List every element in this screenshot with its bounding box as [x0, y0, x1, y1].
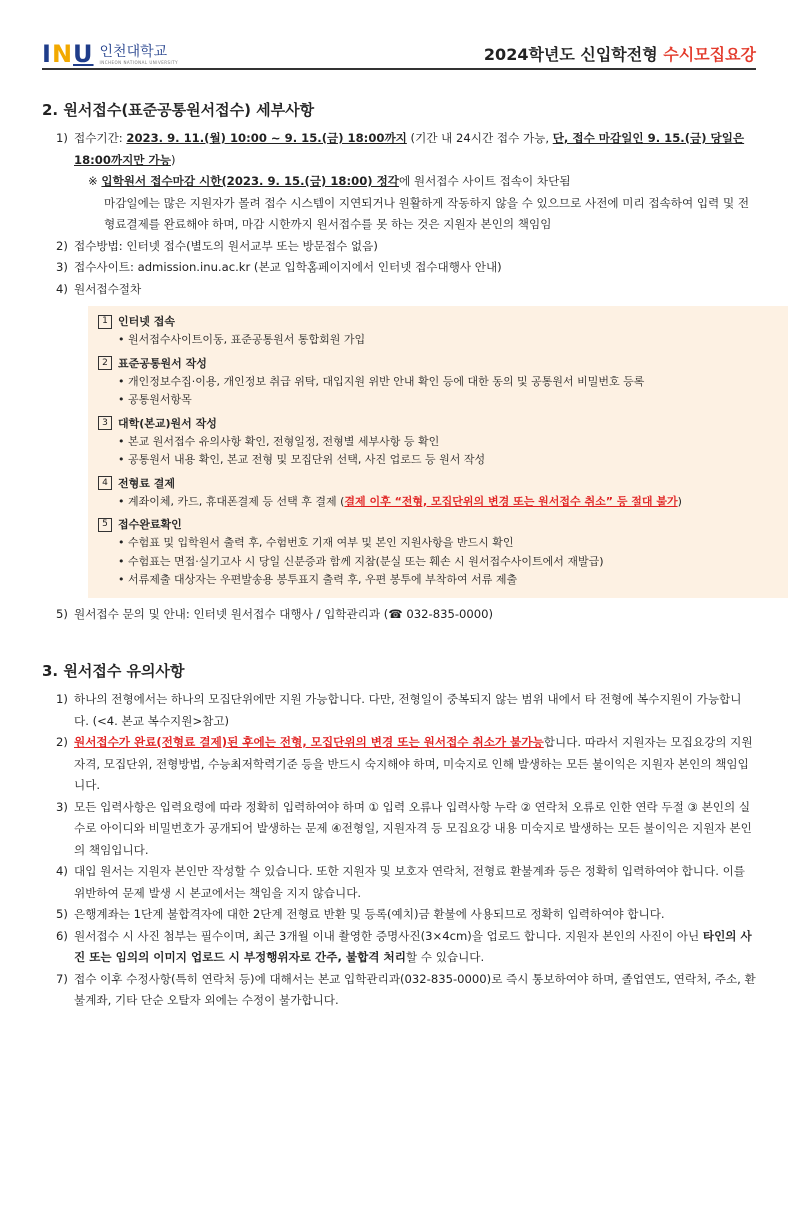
- application-period: 2023. 9. 11.(월) 10:00 ~ 9. 15.(금) 18:00까지: [126, 131, 407, 145]
- cancellation-warning: 원서접수가 완료(전형료 결제)된 후에는 전형, 모집단위의 변경 또는 원서접수 취소가 불가능: [74, 735, 544, 749]
- logo-letter-i: I: [42, 40, 52, 68]
- procedure-step-4: 4 전형료 결제 • 계좌이체, 카드, 휴대폰결제 등 선택 후 결제 (결제 이후 “전형, 모집단위의 변경 또는 원서접수 취소” 등 절대 불가): [98, 474, 778, 512]
- section-3-item-2: 2) 원서접수가 완료(전형료 결제)된 후에는 전형, 모집단위의 변경 또는 원서접수 취소가 불가능합니다. 따라서 지원자는 모집요강의 지원자격, 모집단위, 전형방법, 수능최저학력기준 등을 반드시 숙지해야 하며, 미숙지로 인해 발생하는 모든 불이익은 지원자 본인의 책임입니다.: [56, 735, 753, 792]
- section-2-item-4: 4) 원서접수절차: [56, 281, 142, 296]
- page-header: [42, 36, 756, 68]
- section-3-item-5: 5) 은행계좌는 1단계 불합격자에 대한 2단계 전형료 반환 및 등록(예치)금 환불에 사용되므로 정확히 입력하여야 합니다.: [56, 907, 665, 921]
- section-3-item-4: 4) 대입 원서는 지원자 본인만 작성할 수 있습니다. 또한 지원자 및 보호자 연락처, 전형료 환불계좌 등은 정확히 입력하여야 합니다. 이를 위반하여 문제 발생 시 본교에서는 책임을 지지 않습니다.: [56, 864, 745, 900]
- title-main: 2024학년도 신입학전형: [483, 45, 664, 64]
- section-3-title: 3. 원서접수 유의사항: [42, 662, 185, 680]
- procedure-step-5: 5 접수완료확인 • 수험표 및 입학원서 출력 후, 수험번호 기재 여부 및 본인 지원사항을 반드시 확인 • 수험표는 면접·실기고사 시 당일 신분증과 함께 지참(분실 또는 훼손 시 원서접수사이트에서 재발급) • 서류제출 대상자는 우편발송용 봉투표지 출력 후, 우편 봉투에 부착하여 서류 제출: [98, 515, 778, 590]
- section-2-item-2: 2) 접수방법: 인터넷 접수(별도의 원서교부 또는 방문접수 없음): [56, 238, 378, 253]
- application-procedure-box: [88, 306, 788, 598]
- logo-sub: INCHEON NATIONAL UNIVERSITY: [99, 60, 179, 65]
- section-2-item-1: 1) 접수기간: 2023. 9. 11.(월) 10:00 ~ 9. 15.(금) 18:00까지 (기간 내 24시간 접수 가능, 단, 접수 마감일인 9. 15.(금) 당일은 18:00까지만 가능): [56, 131, 745, 167]
- payment-warning: 결제 이후 “전형, 모집단위의 변경 또는 원서접수 취소” 등 절대 불가: [344, 494, 678, 508]
- logo-letter-n: N: [51, 40, 74, 68]
- logo-name: 인천대학교: [99, 44, 168, 60]
- section-3-item-1: 1) 하나의 전형에서는 하나의 모집단위에만 지원 가능합니다. 다만, 전형일이 중복되지 않는 범위 내에서 타 전형에 복수지원이 가능합니다. (<4. 본교 복수지원>참고): [56, 692, 742, 728]
- document-body: [42, 100, 756, 1012]
- procedure-step-1: 1 인터넷 접속 • 원서접수사이트이동, 표준공통원서 통합회원 가입: [98, 312, 778, 350]
- section-3-item-3: 3) 모든 입력사항은 입력요령에 따라 정확히 입력하여야 하며 ① 입력 오류나 입력사항 누락 ② 연락처 오류로 인한 연락 두절 ③ 본인의 실수로 아이디와 비밀번호가 공개되어 발생하는 문제 ④전형일, 지원자격 등 모집요강 내용 미숙지로 발생하는 모든 불이익은 지원자 본인의 책임입니다.: [56, 799, 752, 857]
- header-divider: [42, 68, 756, 70]
- university-logo: [42, 36, 178, 68]
- logo-letter-u: U: [73, 40, 94, 68]
- procedure-step-2: 2 표준공통원서 작성 • 개인정보수집·이용, 개인정보 취급 위탁, 대입지원 위반 안내 확인 등에 대한 동의 및 공통원서 비밀번호 등록 • 공통원서항목: [98, 354, 778, 410]
- section-3-item-6: 6) 원서접수 시 사진 첨부는 필수이며, 최근 3개월 이내 촬영한 증명사진(3×4cm)을 업로드 합니다. 지원자 본인의 사진이 아닌 타인의 사진 또는 임의의 이미지 업로드 시 부정행위자로 간주, 불합격 처리할 수 있습니다.: [56, 928, 752, 964]
- title-accent: 수시모집요강: [663, 45, 756, 64]
- deadline-warning-note: ※ 입학원서 접수마감 시한(2023. 9. 15.(금) 18:00) 정각에 원서접수 사이트 접속이 차단됨 마감일에는 많은 지원자가 몰려 접수 시스템이 지연되거나 원활하게 작동하지 않을 수 있으므로 사전에 미리 접속하여 입력 및 전형료결제를 완료해야 하며, 마감 시한까지 원서접수를 못 하는 것은 지원자 본인의 책임임: [88, 174, 750, 231]
- deadline-note: 단, 접수 마감일인 9. 15.(금) 당일은 18:00까지만 가능: [74, 131, 745, 167]
- section-2-title: 2. 원서접수(표준공통원서접수) 세부사항: [42, 101, 315, 119]
- procedure-step-3: 3 대학(본교)원서 작성 • 본교 원서접수 유의사항 확인, 전형일정, 전형별 세부사항 등 확인 • 공통원서 내용 확인, 본교 전형 및 모집단위 선택, 사진 업로드 등 원서 작성: [98, 414, 778, 470]
- document-title: [484, 42, 756, 65]
- logo-mark: [42, 40, 94, 68]
- section-2-item-3: 3) 접수사이트: admission.inu.ac.kr (본교 입학홈페이지에서 인터넷 접수대행사 안내): [56, 260, 502, 274]
- section-2-item-5: 5) 원서접수 문의 및 안내: 인터넷 원서접수 대행사 / 입학관리과 (☎ 032-835-0000): [56, 606, 494, 621]
- section-3-item-7: 7) 접수 이후 수정사항(특히 연락처 등)에 대해서는 본교 입학관리과(032-835-0000)로 즉시 통보하여야 하며, 졸업연도, 연락처, 주소, 환불계좌, 기타 단순 오탈자 외에는 수정이 불가합니다.: [56, 971, 756, 1007]
